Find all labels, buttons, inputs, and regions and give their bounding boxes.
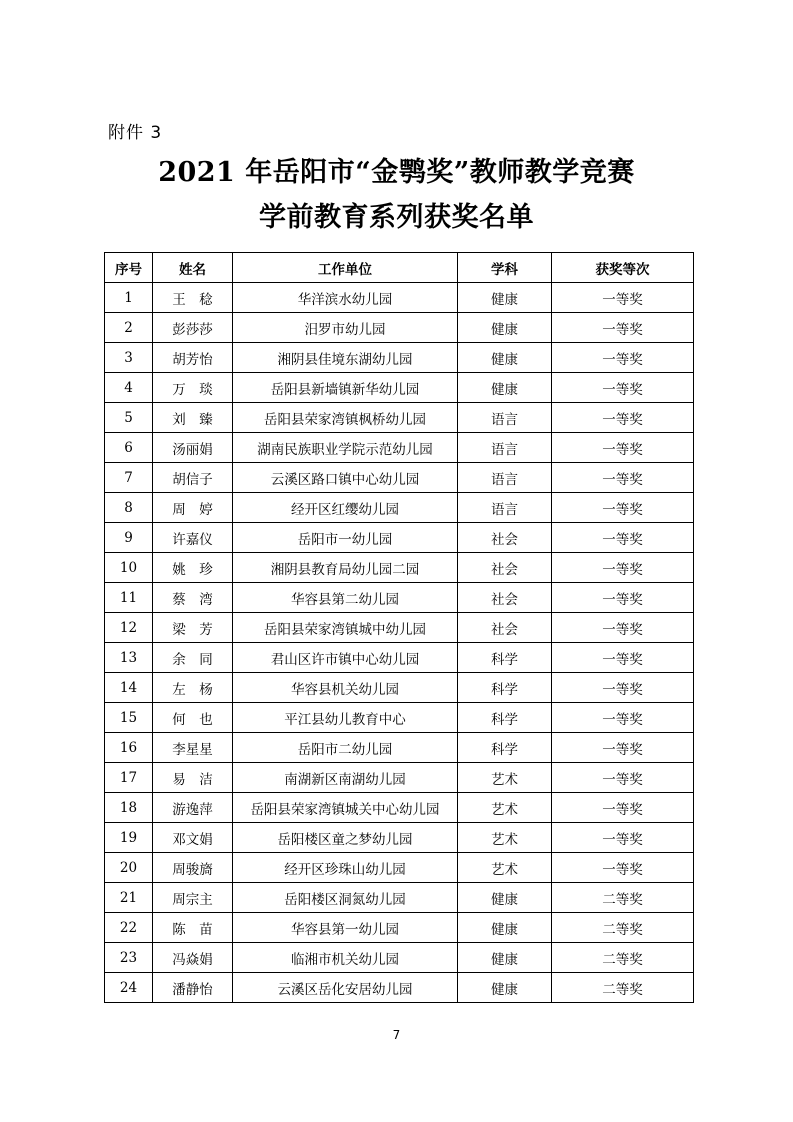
cell-work-unit: 华容县第二幼儿园 [233,583,458,613]
table-row [105,523,694,553]
cell-name: 胡信子 [153,463,233,493]
cell-number: 23 [105,943,153,973]
cell-name: 汤丽娟 [153,433,233,463]
cell-name: 易 洁 [153,763,233,793]
attachment-label: 附件 3 [108,123,163,143]
table-row [105,733,694,763]
cell-subject: 艺术 [458,853,552,883]
cell-award-level: 一等奖 [552,643,694,673]
cell-award-level: 一等奖 [552,553,694,583]
cell-number: 5 [105,403,153,433]
table-row [105,613,694,643]
cell-subject: 社会 [458,523,552,553]
cell-name: 周 婷 [153,493,233,523]
cell-number: 19 [105,823,153,853]
cell-award-level: 一等奖 [552,373,694,403]
cell-award-level: 二等奖 [552,943,694,973]
cell-work-unit: 经开区珍珠山幼儿园 [233,853,458,883]
document-title-line-2: 学前教育系列获奖名单 [259,202,534,233]
table-header-row [105,253,694,283]
cell-subject: 语言 [458,433,552,463]
cell-work-unit: 经开区红缨幼儿园 [233,493,458,523]
cell-award-level: 一等奖 [552,853,694,883]
cell-subject: 健康 [458,883,552,913]
cell-work-unit: 岳阳县新墙镇新华幼儿园 [233,373,458,403]
header-name: 姓名 [153,253,233,283]
cell-award-level: 一等奖 [552,673,694,703]
cell-subject: 艺术 [458,823,552,853]
table-row [105,493,694,523]
table-row [105,943,694,973]
cell-number: 16 [105,733,153,763]
cell-number: 21 [105,883,153,913]
cell-name: 刘 臻 [153,403,233,433]
cell-work-unit: 云溪区路口镇中心幼儿园 [233,463,458,493]
cell-subject: 艺术 [458,793,552,823]
cell-award-level: 一等奖 [552,433,694,463]
cell-number: 17 [105,763,153,793]
cell-subject: 社会 [458,553,552,583]
cell-subject: 健康 [458,373,552,403]
cell-number: 8 [105,493,153,523]
cell-award-level: 一等奖 [552,313,694,343]
cell-name: 何 也 [153,703,233,733]
cell-work-unit: 岳阳县荣家湾镇枫桥幼儿园 [233,403,458,433]
cell-subject: 健康 [458,313,552,343]
cell-name: 姚 珍 [153,553,233,583]
table-row [105,973,694,1003]
table-row [105,463,694,493]
table-body [105,283,694,1003]
cell-name: 周宗主 [153,883,233,913]
cell-award-level: 一等奖 [552,763,694,793]
cell-subject: 语言 [458,403,552,433]
cell-work-unit: 岳阳楼区洞氮幼儿园 [233,883,458,913]
cell-name: 左 杨 [153,673,233,703]
cell-number: 15 [105,703,153,733]
cell-work-unit: 岳阳楼区童之梦幼儿园 [233,823,458,853]
table-row [105,913,694,943]
document-title-line-1: 2021 年岳阳市“金鹗奖”教师教学竞赛 [158,157,635,188]
cell-award-level: 一等奖 [552,463,694,493]
cell-number: 13 [105,643,153,673]
cell-work-unit: 湖南民族职业学院示范幼儿园 [233,433,458,463]
cell-number: 22 [105,913,153,943]
cell-number: 14 [105,673,153,703]
award-list-table [104,252,694,1003]
cell-award-level: 二等奖 [552,973,694,1003]
cell-subject: 语言 [458,463,552,493]
cell-subject: 健康 [458,913,552,943]
cell-award-level: 一等奖 [552,403,694,433]
cell-work-unit: 华洋滨水幼儿园 [233,283,458,313]
cell-work-unit: 南湖新区南湖幼儿园 [233,763,458,793]
cell-name: 胡芳怡 [153,343,233,373]
cell-work-unit: 湘阴县教育局幼儿园二园 [233,553,458,583]
table-row [105,343,694,373]
header-work-unit: 工作单位 [233,253,458,283]
cell-subject: 健康 [458,943,552,973]
cell-subject: 社会 [458,583,552,613]
page-number: 7 [392,1028,401,1042]
cell-name: 梁 芳 [153,613,233,643]
cell-award-level: 二等奖 [552,913,694,943]
cell-award-level: 二等奖 [552,883,694,913]
cell-work-unit: 湘阴县佳境东湖幼儿园 [233,343,458,373]
cell-work-unit: 华容县第一幼儿园 [233,913,458,943]
table-row [105,403,694,433]
cell-name: 陈 苗 [153,913,233,943]
cell-name: 潘静怡 [153,973,233,1003]
cell-work-unit: 汨罗市幼儿园 [233,313,458,343]
cell-name: 彭莎莎 [153,313,233,343]
cell-name: 冯焱娟 [153,943,233,973]
cell-work-unit: 华容县机关幼儿园 [233,673,458,703]
cell-work-unit: 云溪区岳化安居幼儿园 [233,973,458,1003]
table-row [105,763,694,793]
table-row [105,553,694,583]
cell-name: 蔡 湾 [153,583,233,613]
cell-subject: 科学 [458,643,552,673]
table-row [105,703,694,733]
table-row [105,583,694,613]
cell-award-level: 一等奖 [552,583,694,613]
header-award-level: 获奖等次 [552,253,694,283]
cell-subject: 健康 [458,973,552,1003]
cell-award-level: 一等奖 [552,493,694,523]
table-row [105,643,694,673]
cell-subject: 社会 [458,613,552,643]
cell-number: 12 [105,613,153,643]
cell-number: 1 [105,283,153,313]
cell-work-unit: 岳阳县荣家湾镇城中幼儿园 [233,613,458,643]
cell-award-level: 一等奖 [552,343,694,373]
cell-award-level: 一等奖 [552,523,694,553]
cell-award-level: 一等奖 [552,793,694,823]
cell-award-level: 一等奖 [552,733,694,763]
cell-number: 24 [105,973,153,1003]
table-row [105,283,694,313]
cell-number: 4 [105,373,153,403]
header-number: 序号 [105,253,153,283]
cell-work-unit: 平江县幼儿教育中心 [233,703,458,733]
table-row [105,673,694,703]
cell-name: 周骏旖 [153,853,233,883]
cell-work-unit: 岳阳市二幼儿园 [233,733,458,763]
table-row [105,793,694,823]
cell-name: 万 琰 [153,373,233,403]
cell-award-level: 一等奖 [552,823,694,853]
table-row [105,313,694,343]
cell-name: 邓文娟 [153,823,233,853]
cell-name: 李星星 [153,733,233,763]
cell-name: 余 同 [153,643,233,673]
table-row [105,373,694,403]
cell-award-level: 一等奖 [552,283,694,313]
header-subject: 学科 [458,253,552,283]
cell-number: 18 [105,793,153,823]
cell-work-unit: 君山区许市镇中心幼儿园 [233,643,458,673]
cell-subject: 健康 [458,343,552,373]
cell-number: 6 [105,433,153,463]
table-row [105,853,694,883]
cell-subject: 科学 [458,703,552,733]
cell-subject: 科学 [458,673,552,703]
cell-number: 2 [105,313,153,343]
cell-name: 许嘉仪 [153,523,233,553]
cell-subject: 语言 [458,493,552,523]
cell-subject: 科学 [458,733,552,763]
cell-award-level: 一等奖 [552,613,694,643]
cell-number: 9 [105,523,153,553]
cell-subject: 艺术 [458,763,552,793]
table-row [105,433,694,463]
cell-number: 11 [105,583,153,613]
table-row [105,883,694,913]
cell-name: 游逸萍 [153,793,233,823]
cell-work-unit: 岳阳县荣家湾镇城关中心幼儿园 [233,793,458,823]
cell-number: 10 [105,553,153,583]
cell-number: 3 [105,343,153,373]
table-row [105,823,694,853]
cell-work-unit: 岳阳市一幼儿园 [233,523,458,553]
cell-award-level: 一等奖 [552,703,694,733]
cell-work-unit: 临湘市机关幼儿园 [233,943,458,973]
cell-subject: 健康 [458,283,552,313]
cell-number: 20 [105,853,153,883]
cell-number: 7 [105,463,153,493]
cell-name: 王 稔 [153,283,233,313]
